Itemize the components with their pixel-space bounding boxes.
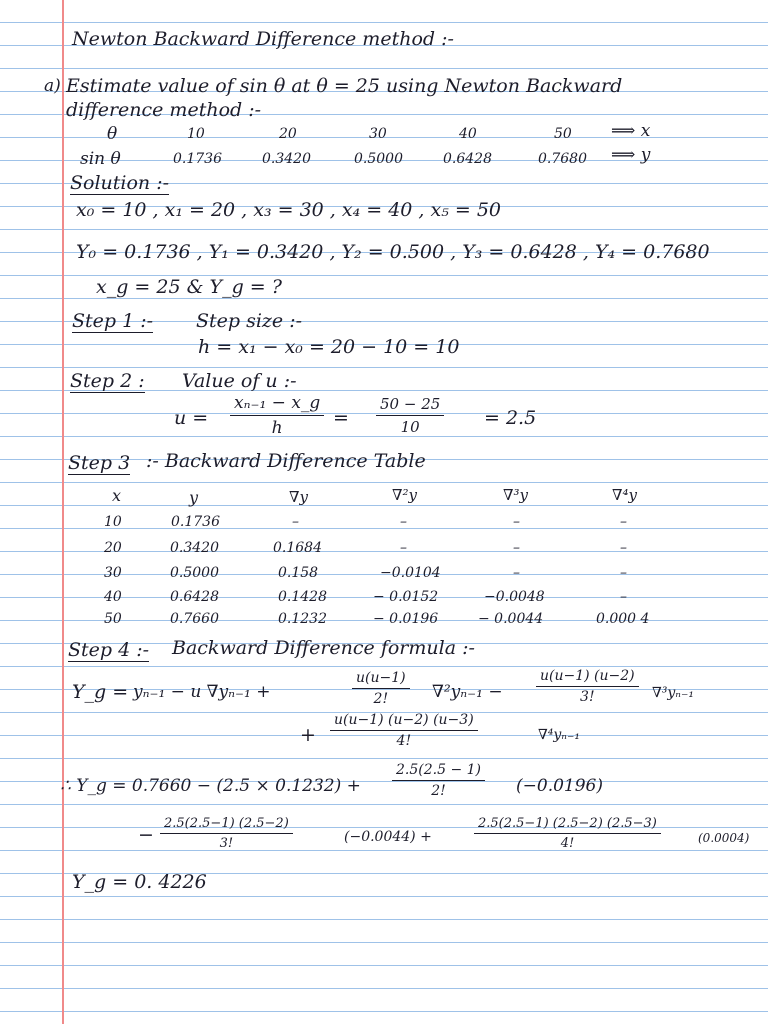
table-cell: – xyxy=(513,565,520,581)
table-cell: − 0.0152 xyxy=(373,589,439,605)
given-theta-label: θ xyxy=(107,124,118,144)
fraction-denominator: 2! xyxy=(431,783,446,799)
final-answer: Y_g = 0. 4226 xyxy=(72,871,207,893)
step1-formula: h = x₁ − x₀ = 20 − 10 = 10 xyxy=(198,336,460,358)
table-cell: – xyxy=(513,540,520,556)
table-cell: – xyxy=(400,540,407,556)
formula-term-2: ∇²yₙ₋₁ − xyxy=(432,682,503,702)
table-cell: 0.1428 xyxy=(278,589,327,605)
given-sin-value: 0.5000 xyxy=(354,151,403,167)
fraction-denominator: 3! xyxy=(580,689,595,705)
formula-plus: + xyxy=(300,724,316,746)
given-theta-value: 10 xyxy=(187,126,205,142)
given-theta-value: 50 xyxy=(554,126,572,142)
table-cell: 10 xyxy=(104,514,122,530)
given-theta-value: 40 xyxy=(459,126,477,142)
step2-u-lhs: u = xyxy=(174,407,209,429)
table-cell: – xyxy=(620,514,627,530)
fraction-denominator: 4! xyxy=(560,836,575,851)
table-cell: 0.3420 xyxy=(170,540,219,556)
formula-term-3: ∇³yₙ₋₁ xyxy=(652,685,694,701)
table-cell: 0.6428 xyxy=(170,589,219,605)
solution-y-values: Y₀ = 0.1736 , Y₁ = 0.3420 , Y₂ = 0.500 , Y₃ = 0.6428 , Y₄ = 0.7680 xyxy=(76,241,710,263)
step3-heading: Step 3 xyxy=(68,452,131,474)
table-cell: 20 xyxy=(104,540,122,556)
given-sin-value: 0.7680 xyxy=(538,151,587,167)
fraction-numerator: xₙ₋₁ − x_g xyxy=(230,393,324,416)
table-cell: 0.158 xyxy=(278,565,319,581)
step2-fraction-u xyxy=(230,393,324,438)
given-sin-value: 0.6428 xyxy=(443,151,492,167)
table-cell: – xyxy=(292,514,299,530)
table-cell: 30 xyxy=(104,565,122,581)
table-cell: 40 xyxy=(104,589,122,605)
table-cell: 0.000 4 xyxy=(596,611,650,627)
calc-fraction-3 xyxy=(474,816,661,851)
fraction-numerator: 2.5(2.5−1) (2.5−2) (2.5−3) xyxy=(474,816,661,834)
table-header-del2-y: ∇²y xyxy=(392,486,417,504)
fraction-numerator: 2.5(2.5 − 1) xyxy=(392,762,485,781)
fraction-numerator: u(u−1) (u−2) xyxy=(536,668,639,687)
calc-fraction-1 xyxy=(392,762,485,799)
fraction-numerator: u(u−1) xyxy=(352,670,410,689)
calc-term-3: (0.0004) xyxy=(698,831,750,845)
table-cell: – xyxy=(620,540,627,556)
table-header-x: x xyxy=(112,486,122,505)
solution-heading: Solution :- xyxy=(70,172,170,194)
table-cell: −0.0048 xyxy=(484,589,545,605)
step3-title: :- Backward Difference Table xyxy=(146,450,426,472)
table-cell: 0.1736 xyxy=(171,514,220,530)
step2-title: Value of u :- xyxy=(182,370,297,392)
step1-heading: Step 1 :- xyxy=(72,310,154,332)
table-cell: – xyxy=(513,514,520,530)
fraction-denominator: 4! xyxy=(396,733,412,749)
calc-minus: − xyxy=(138,824,154,846)
notebook-margin-line xyxy=(62,0,64,1024)
step2-heading: Step 2 : xyxy=(70,370,145,392)
formula-lhs: Y_g = xyxy=(72,681,129,703)
table-cell: − 0.0044 xyxy=(478,611,544,627)
table-cell: 0.1232 xyxy=(278,611,327,627)
table-header-del-y: ∇y xyxy=(289,488,308,506)
table-cell: – xyxy=(620,589,627,605)
fraction-numerator: 50 − 25 xyxy=(376,395,444,416)
table-cell: −0.0104 xyxy=(380,565,441,581)
calc-line-1: ∴ Y_g = 0.7660 − (2.5 × 0.1232) + xyxy=(60,776,361,796)
table-cell: 50 xyxy=(104,611,122,627)
fraction-denominator: h xyxy=(271,418,283,438)
page-title: Newton Backward Difference method :- xyxy=(72,28,454,50)
step4-title: Backward Difference formula :- xyxy=(172,637,475,659)
table-cell: − 0.0196 xyxy=(373,611,439,627)
step2-equals: = xyxy=(333,407,349,429)
question-line-2: difference method :- xyxy=(66,99,262,121)
question-number: a) xyxy=(44,76,61,96)
calc-term-1: (−0.0196) xyxy=(516,776,603,796)
fraction-denominator: 10 xyxy=(400,418,420,436)
fraction-numerator: 2.5(2.5−1) (2.5−2) xyxy=(160,816,293,834)
solution-x-values: x₀ = 10 , x₁ = 20 , x₃ = 30 , x₄ = 40 , x₅ = 50 xyxy=(76,199,502,221)
table-header-y: y xyxy=(189,488,199,507)
formula-fraction-3 xyxy=(330,712,478,749)
calc-fraction-2 xyxy=(160,816,293,851)
step1-title: Step size :- xyxy=(196,310,303,332)
step2-result: = 2.5 xyxy=(484,407,537,429)
table-cell: – xyxy=(620,565,627,581)
formula-term-1: yₙ₋₁ − u ∇yₙ₋₁ + xyxy=(133,682,271,702)
step2-fraction-values xyxy=(376,395,444,436)
given-sin-label: sin θ xyxy=(80,149,121,169)
fraction-denominator: 2! xyxy=(373,691,389,707)
table-cell: – xyxy=(400,514,407,530)
given-x-tag: ⟹ x xyxy=(611,121,651,141)
question-line-1: Estimate value of sin θ at θ = 25 using Newton Backward xyxy=(66,75,623,97)
given-sin-value: 0.3420 xyxy=(262,151,311,167)
step4-heading: Step 4 :- xyxy=(68,639,150,661)
given-sin-value: 0.1736 xyxy=(173,151,222,167)
calc-term-2: (−0.0044) + xyxy=(344,829,432,845)
table-header-del4-y: ∇⁴y xyxy=(612,486,637,504)
table-cell: 0.1684 xyxy=(273,540,322,556)
fraction-numerator: u(u−1) (u−2) (u−3) xyxy=(330,712,478,731)
given-y-tag: ⟹ y xyxy=(611,145,651,165)
table-header-del3-y: ∇³y xyxy=(503,486,528,504)
table-cell: 0.5000 xyxy=(170,565,219,581)
table-cell: 0.7660 xyxy=(170,611,219,627)
given-theta-value: 20 xyxy=(279,126,297,142)
formula-term-4: ∇⁴yₙ₋₁ xyxy=(538,727,580,743)
fraction-denominator: 3! xyxy=(219,836,234,851)
given-theta-value: 30 xyxy=(369,126,387,142)
solution-query: x_g = 25 & Y_g = ? xyxy=(96,276,282,298)
formula-fraction-1 xyxy=(352,670,410,707)
formula-fraction-2 xyxy=(536,668,639,705)
